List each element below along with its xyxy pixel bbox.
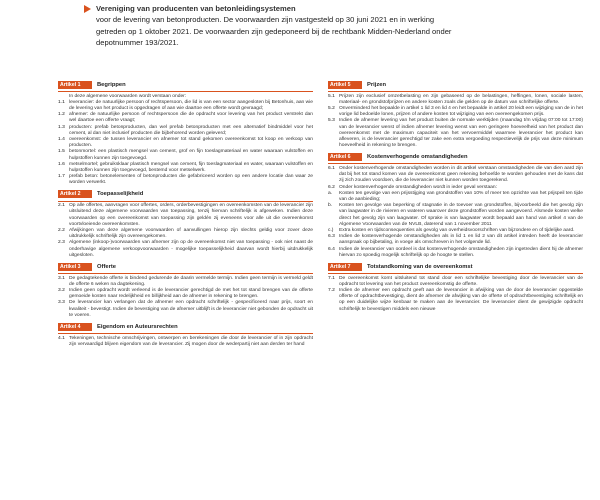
left-column [58,80,313,351]
clause-item [58,112,313,124]
clause-item [328,247,583,259]
clause-item [58,288,313,300]
clause-text: Tekeningen, technische omschrijvingen, ontwerpen en berekeningen die door de leverancier of in zijn opdracht zijn vervaardigd blijven eigendom van de leverancier. Zij mogen door de wederpartij niet aan derden ter hand [69,335,313,347]
clause-item [328,94,583,106]
article-section [58,80,313,187]
clause-text: Onder kostenverhogende omstandigheden wordt in ieder geval verstaan: [339,184,497,190]
clause-number: 1.6 [58,161,65,167]
article-title: Prijzen [367,81,387,88]
clause-number: 6.1 [328,166,335,172]
clause-item [328,203,583,228]
clause-number: c.) [328,228,334,234]
article-title: Totstandkoming van de overeenkomst [367,263,473,270]
header-line: getreden op 1 oktober 2021. De voorwaarden zijn gedeponeerd bij de rechtbank Midden-Nederland onder [96,26,452,36]
clause-number: 5.3 [328,118,335,124]
article-section [58,190,313,259]
clause-number: 1.1 [58,99,65,105]
article-title: Eigendom en Auteursrechten [97,323,178,330]
article-title: Toepasselijkheid [97,191,144,198]
clause-number: 1.7 [58,174,65,180]
clause-item [328,118,583,149]
clause-item [58,125,313,137]
article-divider [328,91,583,92]
clause-text: Op alle offertes, aanvragen voor offertes, orders, orderbevestigingen en overeenkomsten van de leverancier zijn uitsluitend deze algemene voorwaarden van toepassing, tenzij hiervan schriftelijk is afgeweken. Indien deze voorwaarden op een overeenkomst van toepassing zijn geldén zij eveneens voor alle uit die overeenkomst voortvloeiende overeenkomsten. [69,203,313,227]
article-heading [58,190,313,199]
article-heading [328,262,583,271]
clause-text: In deze algemene voorwaarden wordt verstaan onder: [69,93,187,99]
article-section [328,152,583,259]
clause-item [58,336,313,348]
article-title: Offerte [97,263,117,270]
clause-text: Kosten ten gevolge van beperking of stagnatie in de toevoer van grondstoffen, bijvoorbeeld die het gevolg zijn van laagwater in de rivieren en wateren waarover deze grondstoffen worden aangevoerd. Alsmede kosten welke direct het gevolg zijn van laagwater. Of sprake is van laagwater wordt bepaald aan hand van artikel 4 van de Algemene Voorwaarden van de NVLB, daterend van 1 november 2011 [339,203,583,227]
clause-number: 4.1 [58,335,65,341]
article-number-tag: Artikel 1 [58,81,92,89]
clause-item [328,276,583,288]
article-divider [58,201,313,202]
clause-item [58,240,313,259]
article-section [328,262,583,313]
clause-number: 2.2 [58,228,65,234]
clause-number: 3.2 [58,288,65,294]
clause-number: 3.1 [58,275,65,281]
clause-text: De overeenkomst komt uitsluitend tot stand door een schriftelijke bevestiging door de leverancier van de opdracht tot levering van het product overeenkomstig de offerte. [339,275,583,287]
clause-number: 1.3 [58,124,65,130]
article-divider [58,273,313,274]
clause-number: 7.1 [328,275,335,281]
clause-text: Onder kostenverhogende omstandigheden worden in dit artikel verstaan omstandigheden die van dien aard zijn dat bij het tot stand komen van de overeenkomst geen rekening behoefde te worden gehouden met de kans dat zij zich zouden voordoen, die de leverancier niet kunnen worden toegerekend. [339,166,583,184]
clause-number: 1.4 [58,137,65,143]
clause-text: producten: prefab betonproducten, dan wel prefab betonproducten met een alternatief bindmiddel voor het cement, al dan niet inclusief producten die bijbehorend worden geleverd; [69,124,313,136]
clause-item [58,174,313,186]
clause-item [328,166,583,185]
clause-number: 6.2 [328,184,335,190]
article-heading [328,80,583,89]
article-divider [328,163,583,164]
clause-item [58,203,313,228]
clause-text: overeenkomst: de tussen leverancier en afnemer tot stand gekomen overeenkomst tot koop en verkoop van producten. [69,137,313,149]
clause-text: De leverancier kan verlangen dat de afnemer een opdracht schriftelijk - gespecificeerd naar prijs, soort en kwaliteit - bevestigt. Indien de bevestiging van de afnemer uitblijft is de leverancier niet gebonden de opdracht uit te voeren. [69,300,313,318]
clause-text: De gedagtekende offerte is bindend gedurende de daarin vermelde termijn. Indien geen termijn is vermeld geldt de offerte 6 weken na dagtekening. [69,275,313,287]
right-column [328,80,583,316]
clause-number: a. [328,190,333,196]
article-heading [58,80,313,89]
clause-text: betonmortel: een plastisch mengsel van cement, grof en fijn toeslagmateriaal en water waaraan vulstoffen en hulpstoffen kunnen zijn toegevoegd. [69,149,313,161]
clause-text: Indien de afnemer een opdracht geeft aan de leverancier in afwijking van de door de leverancier opgestelde offerte of opdrachtbevestiging, dient de afnemer de afwijking van de offerte of opdrachtbevestiging schriftelijk en op een duidelijke wijze kenbaar te maken aan de leverancier. De leverancier dient de gewijzigde opdracht schriftelijk te bevestigen middels een nieuwe [339,288,583,312]
article-section [58,322,313,348]
clause-item [58,276,313,288]
clause-number: 1.2 [58,112,65,118]
article-section [58,262,313,319]
clause-text: Indien de kostenverhogende omstandigheden als in lid 1 en lid 2 van dit artikel intreden heeft de leverancier aanspraak op bijbetaling, in voege als omschreven in het volgende lid. [339,234,583,246]
clause-text: Prijzen zijn exclusief omzetbelasting en zijn gebaseerd op de belastingen, heffingen, lonen, sociale lasten, materiaal- en grondstofprijzen en andere kosten zoals die gelden op de datum van schriftelijke offerte. [339,93,583,105]
clause-item [58,228,313,240]
clause-text: metselmortel; gebruiksklaar plastisch mengsel van cement, fijn toeslagmateriaal en water, waaraan vulstoffen en hulpstoffen kunnen zijn toegevoegd, bestemd voor metselwerk. [69,161,313,174]
clause-text: Algemene (inkoop-)voorwaarden van afnemer zijn op de overeenkomst niet van toepassing - ook niet naast de onderhavige algemene verkoopvoorwaarden - mogelijke toepasselijkheid daarvan wordt hierbij uitdrukkelijk uitgesloten. [69,240,313,258]
clause-item [58,100,313,112]
clause-text: Afwijkingen van deze algemene voorwaarden of aanvullingen hierop zijn slechts geldig voor zover deze uitdrukkelijk schriftelijk zijn overeengekomen. [69,228,313,240]
clause-text: leverancier: de natuurlijke persoon of rechtspersoon, die lid is van een sector aangesloten bij Betonhuis, aan wie de levering van het product is opgedragen of aan wie daartoe een offerte wordt gevraagd; [69,99,313,111]
clause-item [328,191,583,203]
clause-number: 5.2 [328,106,335,111]
article-title: Kostenverhogende omstandigheden [367,153,468,160]
clause-text: prefab beton: betonelementen of betonproducten die gefabriceerd worden op een andere locatie dan waar ze worden verwerkt. [69,174,313,186]
clause-text: Kosten ten gevolge van een prijsstijging van grondstoffen van 10% of meer ten opzichte van het prijspeil ten tijde van de aanbieding; [339,190,583,203]
clause-item [58,149,313,161]
article-title: Begrippen [97,81,126,88]
clause-number: 3.3 [58,300,65,306]
clause-number: 6.3 [328,234,335,240]
header-line: depotnummer 193/2021. [96,38,179,48]
clause-item [328,106,583,118]
document-header [96,3,584,49]
article-divider [58,91,313,92]
clause-item [58,137,313,149]
clause-text: Indien geen opdracht wordt verleend is de leverancier gerechtigd de met het tot stand brengen van de offerte gemoeide kosten naar redelijkheid en billijkheid aan de afnemer in rekening te brengen. [69,288,313,300]
clause-text: Onverminderd het bepaalde in artikel 1 lid 3 en lid 4 en het bepaalde in artikel 20 leidt een wijziging van de in het vorige lid bedoelde lonen, prijzen of andere kosten tot wijziging van een overeengekomen prijs. [339,106,583,118]
clause-number: 2.3 [58,240,65,246]
article-heading [58,262,313,271]
clause-item [328,288,583,313]
clause-text: Indien de afnemer levering van het product buiten de normale werktijden (maandag t/m vrijdag 07:00 tot 17:00) van de leverancier wenst of indien afnemer levering wenst van een geringere hoeveelheid van het product dan overeenkomst met de maximum capaciteit van het vervoermiddel waarmee leverancier het product kan afleveren, is de leverancier gerechtigd ter zake een extra vergoeding respectievelijk de prijs van deze minimum hoeveelheid in rekening te brengen. [339,118,583,149]
article-heading [58,322,313,331]
clause-number: b. [328,203,333,209]
orange-bullet-icon [84,5,91,13]
header-title: Vereniging van producenten van betonleidingsystemen [96,4,296,13]
article-divider [58,333,313,334]
article-divider [328,273,583,274]
clause-number: 6.4 [328,246,335,252]
clause-number: 2.1 [58,203,65,209]
clause-number: 5.1 [328,93,335,99]
clause-text: Extra kosten en tijdsconsequenties als gevolg van overheidsvoorschriften van bijzondere en of tijdelijke aard. [339,228,575,234]
clause-number: 1.5 [58,149,65,155]
article-number-tag: Artikel 5 [328,81,362,89]
header-line: voor de levering van betonproducten. De voorwaarden zijn vastgesteld op 30 juni 2021 en in werking [96,15,435,25]
article-number-tag: Artikel 7 [328,263,362,271]
article-heading [328,152,583,161]
clause-number: 7.2 [328,288,335,294]
article-number-tag: Artikel 6 [328,153,362,161]
article-number-tag: Artikel 2 [58,190,92,198]
article-number-tag: Artikel 4 [58,323,92,331]
article-number-tag: Artikel 3 [58,263,92,271]
clause-text: Indien de leverancier van oordeel is dat kostenverhogende omstandigheden zijn ingetreden dient hij de afnemer hiervan zo spoedig mogelijk schriftelijk op de hoogte te stellen. [339,246,583,258]
article-section [328,80,583,149]
clause-item [328,234,583,246]
clause-text: afnemer: de natuurlijke persoon of rechtspersoon die de opdracht voor levering van het product verstrekt dan wel daartoe een offerte vraagt; [69,112,313,124]
clause-item [58,300,313,319]
clause-item [58,162,313,174]
